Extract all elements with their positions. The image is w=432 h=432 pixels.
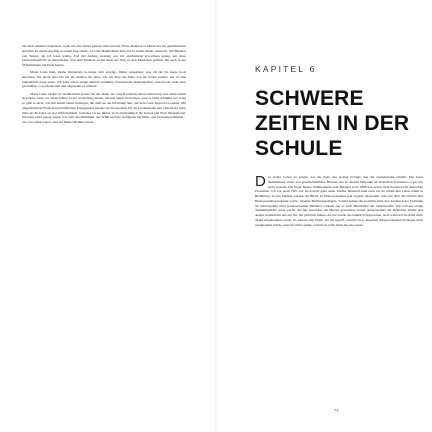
right-paragraph-1 [255,175,423,227]
left-paragraph-3: Marie Luise backte zu Weihnachten Kekse für das Team, sie vergaß niemals einen Geburtstag und nahm Anteil an jedem, wenn wir einen Fehler in der Vorstellung hatten, um uns sagen zu können, dass es nicht schlimm sei. Ganz so geht es nicht, wie mit einem neuen Kollegen, mit dem sie die Erfahrung teilt, auf dem roten Teppich zu stehen. Mit unglaublichem Fleiß und persönlichem Engagement machte sie Pressearbeit für die Lindenstraße und verhalf der Serie über all die Jahre zu viel Öffentlichkeit. Gleiches tat sie immer noch ehrenamtlich für Unicef und Plan International. Ich kann nicht genug sagen, wie sehr das Publikum, der WDR und die Geldgeber für Film- und Fernsehproduktion – nur von Glück sagen, dass sie Mutter Beimer wurde. [22,91,186,125]
page-number: 73 [334,408,339,413]
right-paragraph-1-text: as wahre Leben zu zeigen war der Kern des großen Erfolgs, den die Lindenstraße einfuhr. Die Serie thematisierte vieles von gesellschaftlicher Brisanz, das zu diesem Zeitpunkt im deutschen Fernsehen so gut wie nicht vorkam. Die Figur Benno Zimmermann zum Beispiel starb 1988 den ersten Aids-Serientod im deutschen Fernsehen. Ich war neun, HIV war noch nicht ganz unser Thema. Dennoch kam auch ich im wirklichen Leben damit in Berührung. In den Medien wurden die Bilder zu Homosexuellen sehr negativ dargestellt, und was über die Dichter und Homosexuellen bekannt wurde, förderte Berührungsängste. Sobald kamen die Gerüchte über den Ausbruch der Epidemie im Schwerpunkt unter homosexuellen Männern vorkam, traf es auch Mitarbeiter der Lindenstraße. Wir verloren einige Teammitglieder, nach solche, die mir besonders am Herzen gewachsen waren. Ausgerechnet der Regisseur Walter und andere standen mit uns am Set, der plötzlich fehlen. An Set wurde das natürlich besprochen, auch wenn ich als Kind nicht direkt eingebunden wurde. Es dauerte eine Weile, bis ich begriff, warum ich so manchen liebgewonnenen Kollegen nicht wiedersehen würde, und erst Jahre später, warum sie nicht mehr bei uns waren. [255,175,423,227]
left-paragraph-2: Marie Luise hatte meine Kinderzeit in dieser Zeit geprägt, früher respektiert, was ich ihr bis heute hoch anrechne. Vor allem aber bin ich ihr dankbar für alles, was ich über die Jahre von ihr lernen konnte. Sie ist eine unglaublich treue Seele. Ich habe schon einige ähnlich berühmte Schauspieler kennengelernt, und bei ihr steht alles geschaffen, so professionell und angenehm zu bleiben. [22,70,186,89]
left-page [22,44,186,404]
book-gutter [215,0,217,432]
left-paragraph-1: hat mich niemand begeistert, wenn ich eine Kunst gelesen habe und die Worte Dantons in Sätzen bei der gemeinsamen Ausfahrt zu einem Ausflug in einem Zug anrufe. Zu viele Bahnfahrten habe ich in einem Abteil verbracht, mit Büchern und Texten, die ich lesen wollte. Erst mit Anfang zwanzig war ich anscheinend erwachsen genug, um diese Unterrichtspflicht zu überwinden. Von dem Moment an hat mich der Weg zu den Menschen geführt, die auch in der Öffentlichkeit ein Ende hatten. [22,44,186,67]
chapter-title: SCHWERE ZEITEN IN DER SCHULE [255,87,410,160]
chapter-label: KAPITEL 6 [255,64,317,74]
right-page [255,64,423,424]
drop-cap: D [255,173,266,190]
